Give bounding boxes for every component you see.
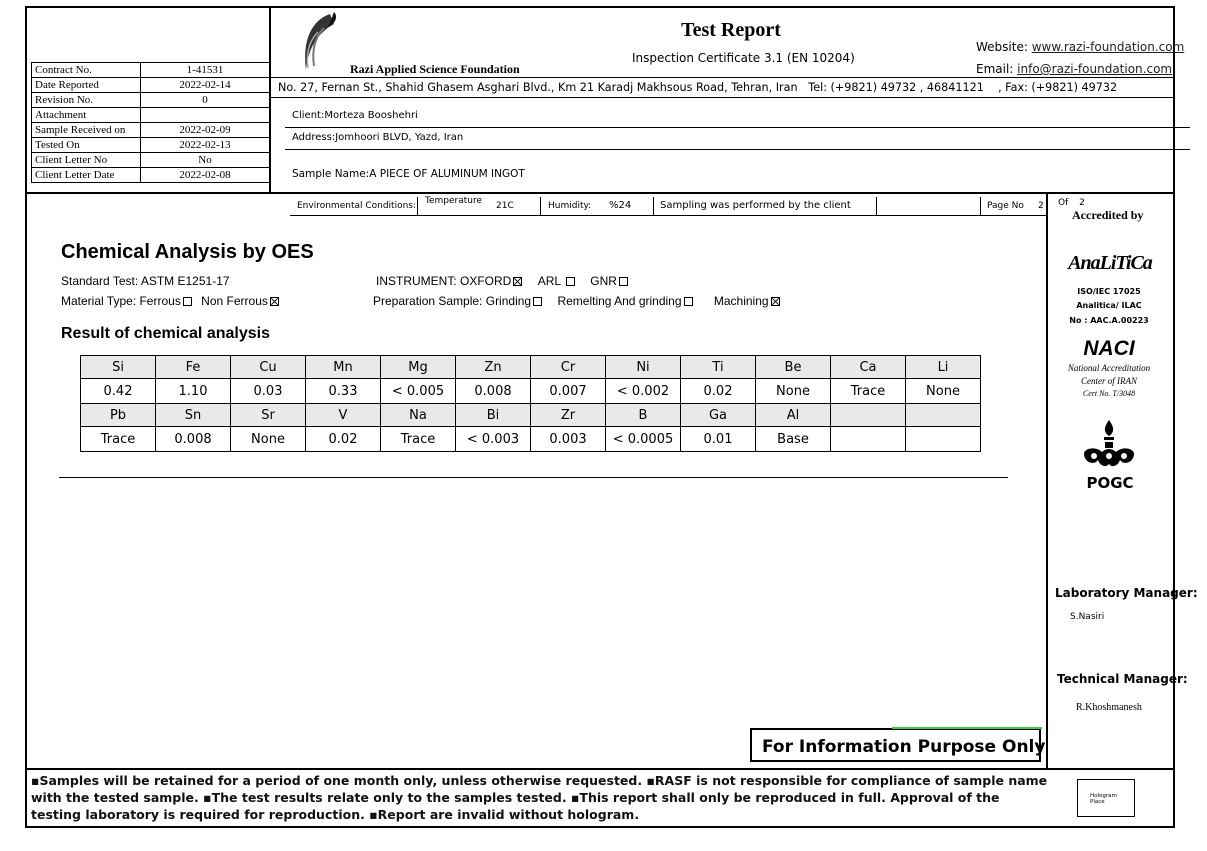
value-cell (906, 427, 981, 452)
gnr-checkbox[interactable] (619, 277, 628, 286)
element-cell: Mn (306, 356, 381, 379)
header-divider (25, 192, 1175, 194)
chemical-results-table (80, 355, 981, 452)
element-cell: Zr (531, 404, 606, 427)
value-cell: 0.007 (531, 379, 606, 404)
accredited-by: Accredited by (1072, 208, 1144, 222)
info-value: 2022-02-09 (141, 123, 270, 138)
value-cell: None (231, 427, 306, 452)
section-end-line (59, 477, 1008, 478)
value-cell: < 0.005 (381, 379, 456, 404)
value-cell: < 0.003 (456, 427, 531, 452)
footer-divider (25, 768, 1175, 770)
humidity-value: %24 (609, 200, 632, 211)
element-cell: Cu (231, 356, 306, 379)
grinding-checkbox[interactable] (533, 297, 542, 306)
hologram-label-1: Hologram (1090, 793, 1117, 799)
value-cell: 1.10 (156, 379, 231, 404)
footer-notes: ▪Samples will be retained for a period of one month only, unless otherwise requested. ▪RASF is not responsible for compliance of sample name with the tested sample. ▪The test results relate only to the samples tested. ▪This report shall only be reproduced in full. Approval of the testing laboratory is required for reproduction. ▪Report are invalid without hologram. (31, 773, 1048, 822)
value-cell: 0.02 (306, 427, 381, 452)
info-row (32, 138, 270, 153)
element-cell: Sn (156, 404, 231, 427)
chem-row (81, 379, 981, 404)
env-label: Environmental Conditions: (297, 201, 417, 211)
website-link[interactable]: www.razi-foundation.com (1031, 40, 1185, 54)
value-cell: 0.03 (231, 379, 306, 404)
page-of (1058, 198, 1085, 208)
value-cell: Trace (81, 427, 156, 452)
element-cell: Bi (456, 404, 531, 427)
arl-checkbox[interactable] (566, 277, 575, 286)
chem-row (81, 427, 981, 452)
value-cell: 0.33 (306, 379, 381, 404)
lab-manager-label: Laboratory Manager: (1055, 586, 1198, 600)
report-subtitle: Inspection Certificate 3.1 (EN 10204) (632, 51, 855, 65)
org-name: Razi Applied Science Foundation (350, 62, 520, 76)
temperature-value: 21C (496, 201, 514, 211)
arl-label: ARL (537, 274, 561, 288)
value-cell: < 0.0005 (606, 427, 681, 452)
ferrous-checkbox[interactable] (183, 297, 192, 306)
temperature-label: Temperature (425, 196, 483, 206)
tech-manager-label: Technical Manager: (1057, 672, 1188, 686)
chem-row (81, 356, 981, 379)
instrument-label: INSTRUMENT: OXFORD (376, 274, 512, 288)
email-label: Email: (976, 62, 1014, 76)
info-label: Revision No. (32, 93, 141, 108)
page-no-label: Page No (987, 201, 1024, 211)
element-cell: Li (906, 356, 981, 379)
analysis-title: Chemical Analysis by OES (61, 241, 314, 263)
info-label: Attachment (32, 108, 141, 123)
value-cell: 0.003 (531, 427, 606, 452)
client-address: Address:Jomhoori BLVD, Yazd, Iran (292, 132, 464, 143)
element-cell: Sr (231, 404, 306, 427)
pogc-text: POGC (1086, 474, 1134, 492)
naci-line-1: National Accreditation (1067, 363, 1151, 373)
info-label: Client Letter Date (32, 168, 141, 183)
info-row (32, 93, 270, 108)
element-cell: Mg (381, 356, 456, 379)
analitica-logo: AnaLiTiCa (1068, 252, 1152, 274)
info-row (32, 123, 270, 138)
element-cell: Na (381, 404, 456, 427)
report-info-table (31, 62, 270, 183)
element-cell: Si (81, 356, 156, 379)
report-title: Test Report (681, 19, 781, 41)
oxford-checkbox[interactable] (513, 277, 522, 286)
pogc-flame-icon (1076, 418, 1142, 476)
email-link[interactable]: info@razi-foundation.com (1017, 62, 1173, 76)
info-label: Date Reported (32, 78, 141, 93)
tech-manager-name: R.Khoshmanesh (1076, 702, 1142, 713)
info-row (32, 78, 270, 93)
material-row (61, 294, 279, 308)
sidebar-divider (1046, 192, 1048, 770)
prep-label: Preparation Sample: Grinding (373, 294, 532, 308)
value-cell: 0.008 (156, 427, 231, 452)
machining-label: Machining (713, 294, 769, 308)
info-value: No (141, 153, 270, 168)
env-sep-2 (540, 197, 541, 215)
info-row (32, 153, 270, 168)
env-sep-5 (980, 197, 981, 215)
value-cell (831, 427, 906, 452)
address-top-line (271, 77, 1173, 78)
result-title: Result of chemical analysis (61, 325, 270, 342)
element-cell: Zn (456, 356, 531, 379)
iso-text: ISO/IEC 17025 (1077, 287, 1141, 296)
element-cell: Fe (156, 356, 231, 379)
naci-line-2: Center of IRAN (1081, 376, 1137, 386)
foundation-logo (290, 10, 350, 72)
preparation-row (373, 294, 780, 308)
element-cell: Ga (681, 404, 756, 427)
info-value: 0 (141, 93, 270, 108)
value-cell: Trace (381, 427, 456, 452)
element-cell: Cr (531, 356, 606, 379)
gnr-label: GNR (590, 274, 617, 288)
remelting-checkbox[interactable] (684, 297, 693, 306)
client-line-1 (285, 127, 1190, 128)
value-cell: < 0.002 (606, 379, 681, 404)
element-cell: Ti (681, 356, 756, 379)
element-cell: Be (756, 356, 831, 379)
info-row (32, 63, 270, 78)
lab-manager-name: S.Nasiri (1070, 612, 1105, 622)
address-bottom-line (271, 97, 1173, 98)
info-row (32, 108, 270, 123)
value-cell: 0.02 (681, 379, 756, 404)
stamp-green-edge (892, 727, 1042, 729)
element-cell: B (606, 404, 681, 427)
naci-logo: NACI (1083, 337, 1135, 360)
ilac-text: Analitica/ ILAC (1076, 301, 1142, 310)
client-line-2 (285, 149, 1190, 150)
address-line: No. 27, Fernan St., Shahid Ghasem Asghari Blvd., Km 21 Karadj Makhsous Road, Tehran, Iran Tel: (+9821) 49732 , 46841121 , Fax: (+9821) 49732 (278, 81, 1118, 94)
element-cell: Ca (831, 356, 906, 379)
naci-cert: Cert No. T/3048 (1082, 389, 1136, 398)
element-cell: Al (756, 404, 831, 427)
nonferrous-label: Non Ferrous (201, 294, 268, 308)
info-value: 2022-02-08 (141, 168, 270, 183)
element-cell: V (306, 404, 381, 427)
info-value: 2022-02-13 (141, 138, 270, 153)
aac-number: No : AAC.A.00223 (1069, 316, 1149, 325)
value-cell: None (906, 379, 981, 404)
value-cell: 0.42 (81, 379, 156, 404)
env-sep-1 (417, 197, 418, 215)
info-value (141, 108, 270, 123)
value-cell: None (756, 379, 831, 404)
value-cell: Trace (831, 379, 906, 404)
nonferrous-checkbox[interactable] (270, 297, 279, 306)
value-cell: Base (756, 427, 831, 452)
element-cell: Ni (606, 356, 681, 379)
remelting-label: Remelting And grinding (557, 294, 682, 308)
material-label: Material Type: Ferrous (61, 294, 181, 308)
hologram-label-2: Place (1090, 799, 1105, 805)
element-cell (906, 404, 981, 427)
humidity-label: Humidity: (548, 201, 592, 211)
page-no-value: 2 (1038, 201, 1044, 211)
info-value: 1-41531 (141, 63, 270, 78)
email-row (976, 62, 1172, 76)
sample-name: Sample Name:A PIECE OF ALUMINUM INGOT (292, 168, 525, 180)
element-cell (831, 404, 906, 427)
info-label: Sample Received on (32, 123, 141, 138)
env-sep-4 (876, 197, 877, 215)
env-sep-3 (653, 197, 654, 215)
machining-checkbox[interactable] (771, 297, 780, 306)
value-cell: 0.01 (681, 427, 756, 452)
info-purpose-text: For Information Purpose Only (762, 737, 1046, 757)
info-label: Contract No. (32, 63, 141, 78)
chem-row (81, 404, 981, 427)
hologram-box (1077, 779, 1135, 817)
website-row (976, 40, 1184, 54)
of-value: 2 (1079, 198, 1085, 208)
info-label: Tested On (32, 138, 141, 153)
standard-test: Standard Test: ASTM E1251-17 (61, 274, 230, 288)
info-value: 2022-02-14 (141, 78, 270, 93)
client-name: Client:Morteza Booshehri (292, 110, 418, 121)
info-label: Client Letter No (32, 153, 141, 168)
of-label: Of (1058, 198, 1069, 208)
instrument-row (376, 274, 628, 288)
value-cell: 0.008 (456, 379, 531, 404)
website-label: Website: (976, 40, 1028, 54)
info-row (32, 168, 270, 183)
sampling-note: Sampling was performed by the client (660, 200, 851, 211)
element-cell: Pb (81, 404, 156, 427)
